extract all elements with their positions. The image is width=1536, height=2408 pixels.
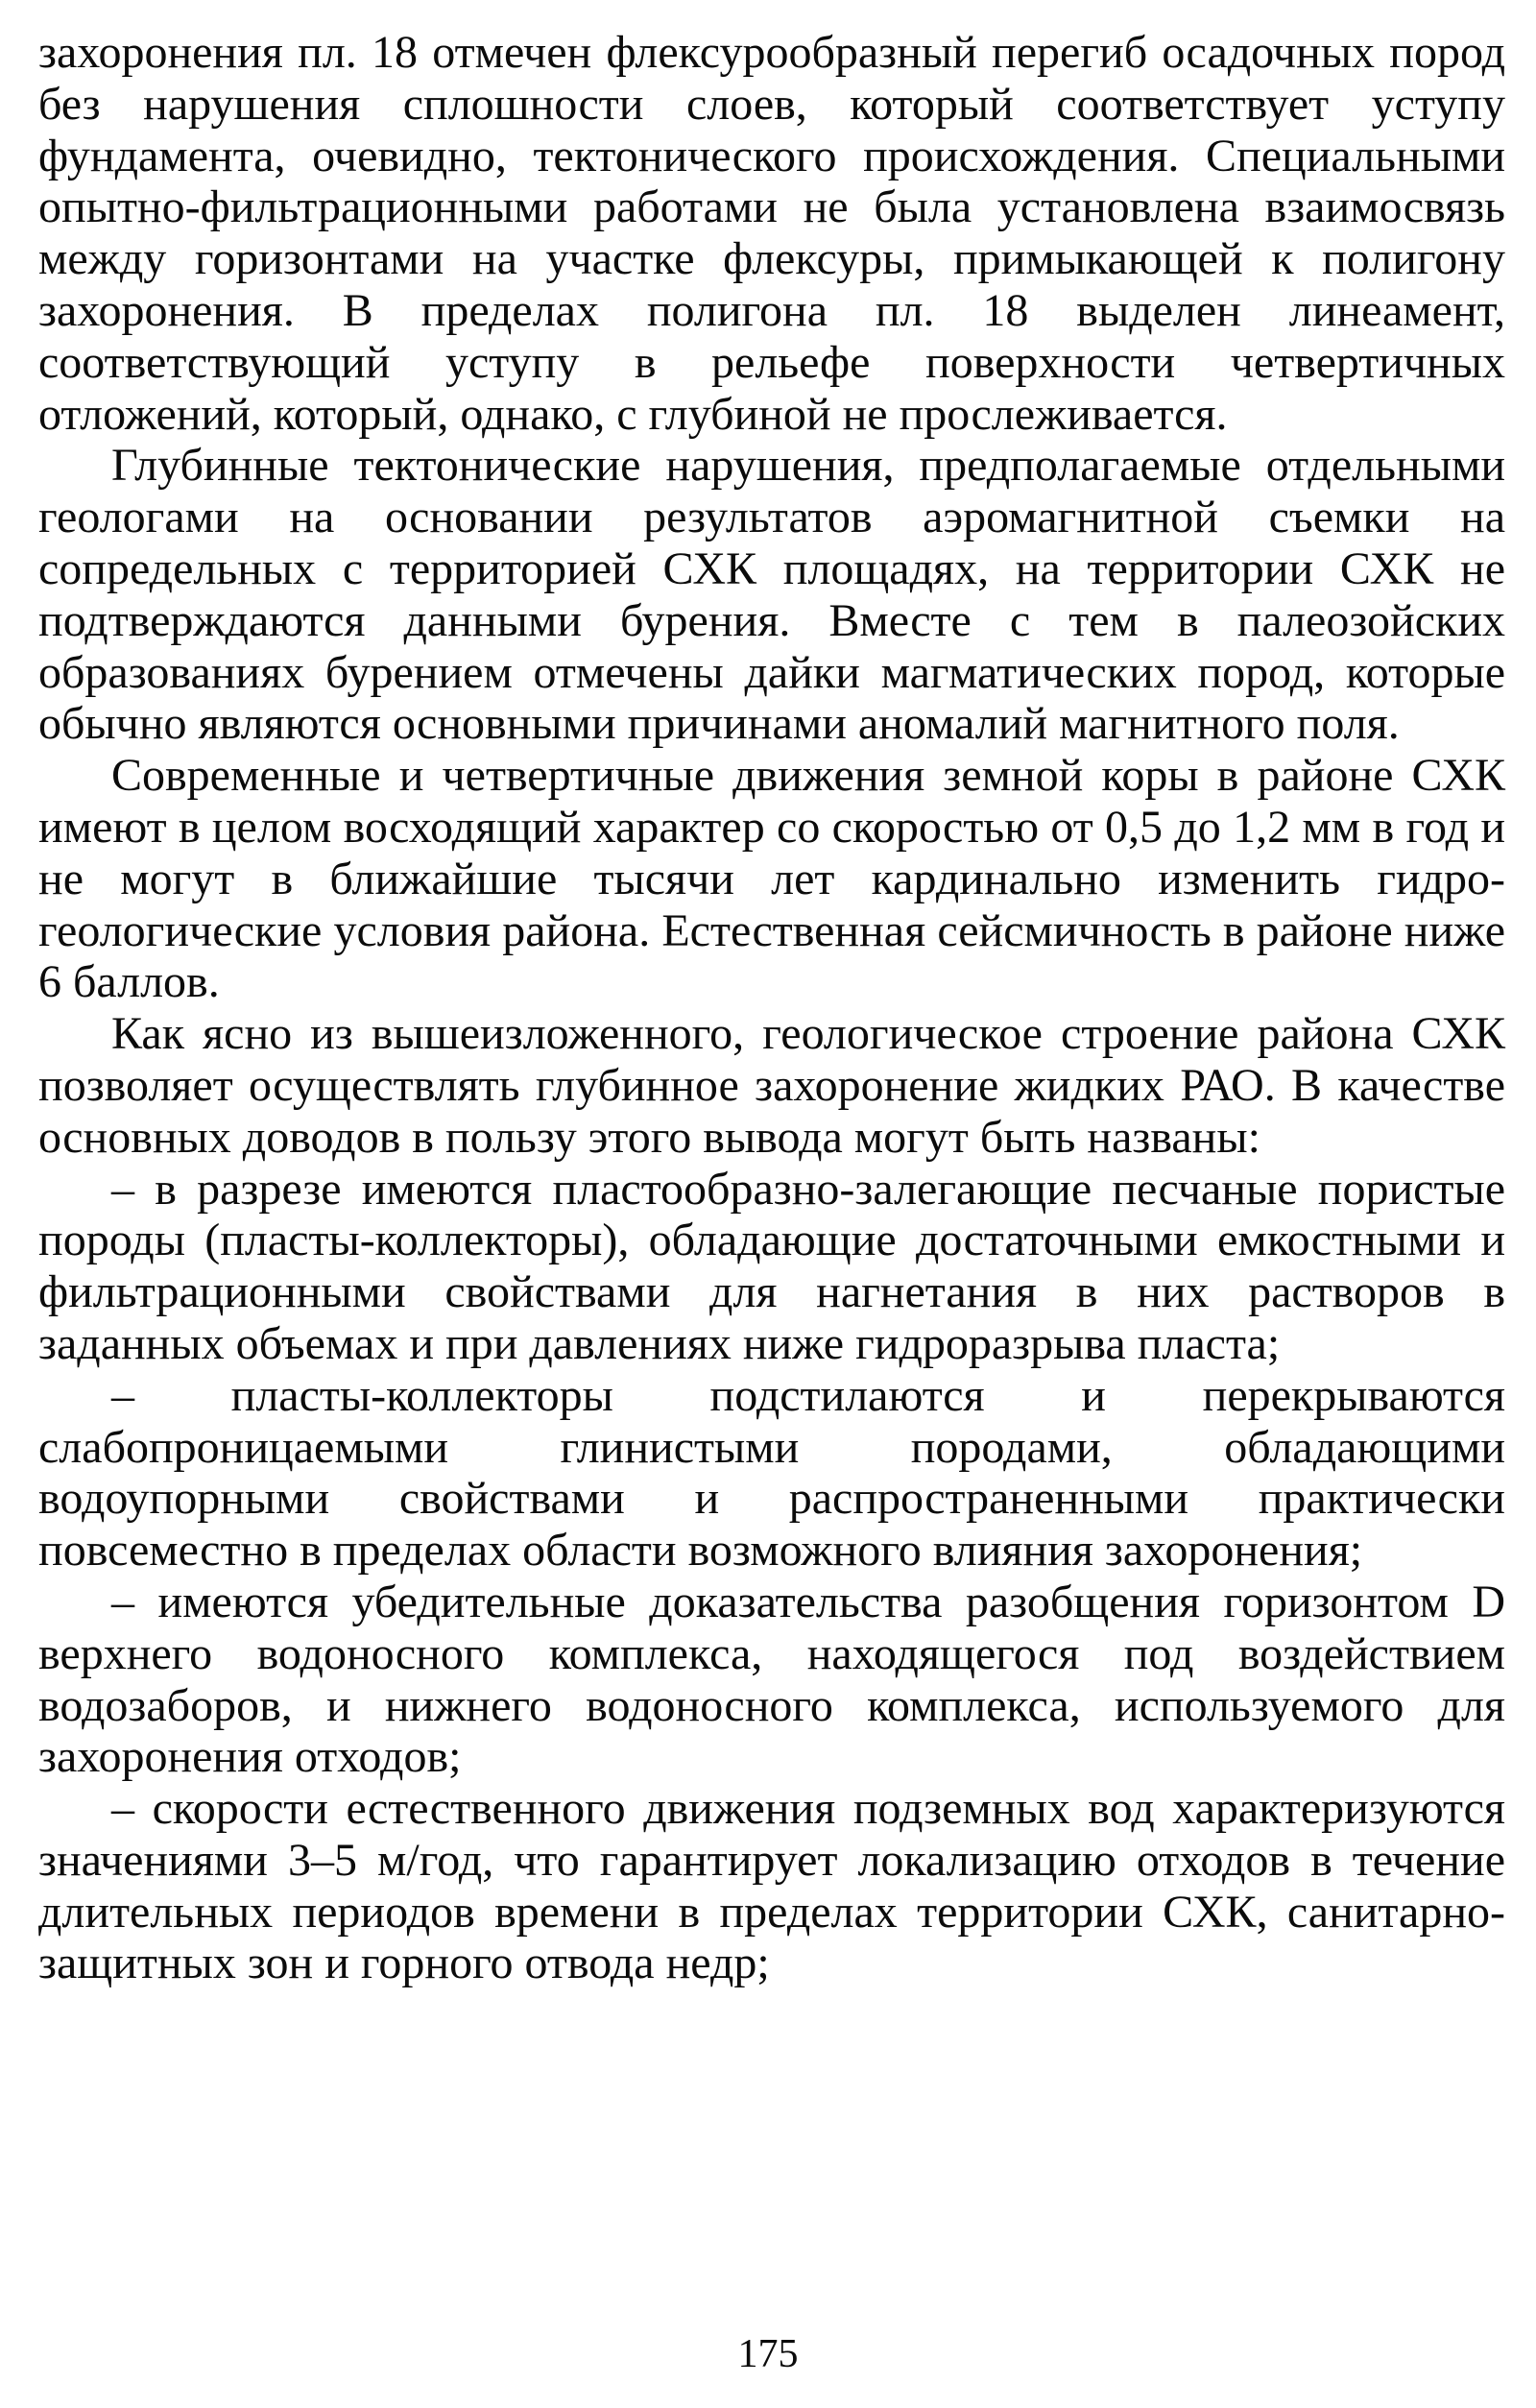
- page-number: 175: [737, 2332, 799, 2376]
- page-body: [38, 27, 1505, 1989]
- paragraph-3: Современные и четвертичные движения земной коры в районе СХК имеют в целом восходящий характер со скоростью от 0,5 до 1,2 мм в год и не могут в ближайшие тысячи лет кардинально изменить гидро-геологические условия района. Естественная сейсмичность в районе ниже 6 баллов.: [38, 750, 1505, 1008]
- list-item-2: – пласты-коллекторы подстилаются и перекрываются слабопроницаемыми глинистыми породами, обладающими водоупорными свойствами и распространенными практически повсеместно в пределах области возможного влияния захоронения;: [38, 1369, 1505, 1577]
- paragraph-4: Как ясно из вышеизложенного, геологическое строение района СХК позволяет осуществлять глубинное захоронение жидких РАО. В качестве основных доводов в пользу этого вывода могут быть названы:: [38, 1008, 1505, 1163]
- list-item-1: – в разрезе имеются пластообразно-залегающие песчаные пористые породы (пласты-коллекторы), обладающие достаточными емкостными и фильтрационными свойствами для нагнетания в них растворов в заданных объемах и при давлениях ниже гидроразрыва пласта;: [38, 1163, 1505, 1369]
- paragraph-1: захоронения пл. 18 отмечен флексурообразный перегиб осадочных пород без нарушения сплошности слоев, который соответствует уступу фундамента, очевидно, тектонического происхождения. Специальными опытно-фильтрационными работами не была установлена взаимосвязь между горизонтами на участке флексуры, примыкающей к полигону захоронения. В пределах полигона пл. 18 выделен линеамент, соответствующий уступу в рельефе поверхности четвертичных отложений, который, однако, с глубиной не прослеживается.: [38, 27, 1505, 440]
- list-item-4: – скорости естественного движения подземных вод характеризуются значениями 3–5 м/год, что гарантирует локализацию отходов в течение длительных периодов времени в пределах территории СХК, санитарно-защитных зон и горного отвода недр;: [38, 1783, 1505, 1989]
- paragraph-2: Глубинные тектонические нарушения, предполагаемые отдельными геологами на основании результатов аэромагнитной съемки на сопредельных с территорией СХК площадях, на территории СХК не подтверждаются данными бурения. Вместе с тем в палеозойских образованиях бурением отмечены дайки магматических пород, которые обычно являются основными причинами аномалий магнитного поля.: [38, 440, 1505, 750]
- list-item-3: – имеются убедительные доказательства разобщения горизонтом D верхнего водоносного комплекса, находящегося под воздействием водозаборов, и нижнего водоносного комплекса, используемого для захоронения отходов;: [38, 1576, 1505, 1783]
